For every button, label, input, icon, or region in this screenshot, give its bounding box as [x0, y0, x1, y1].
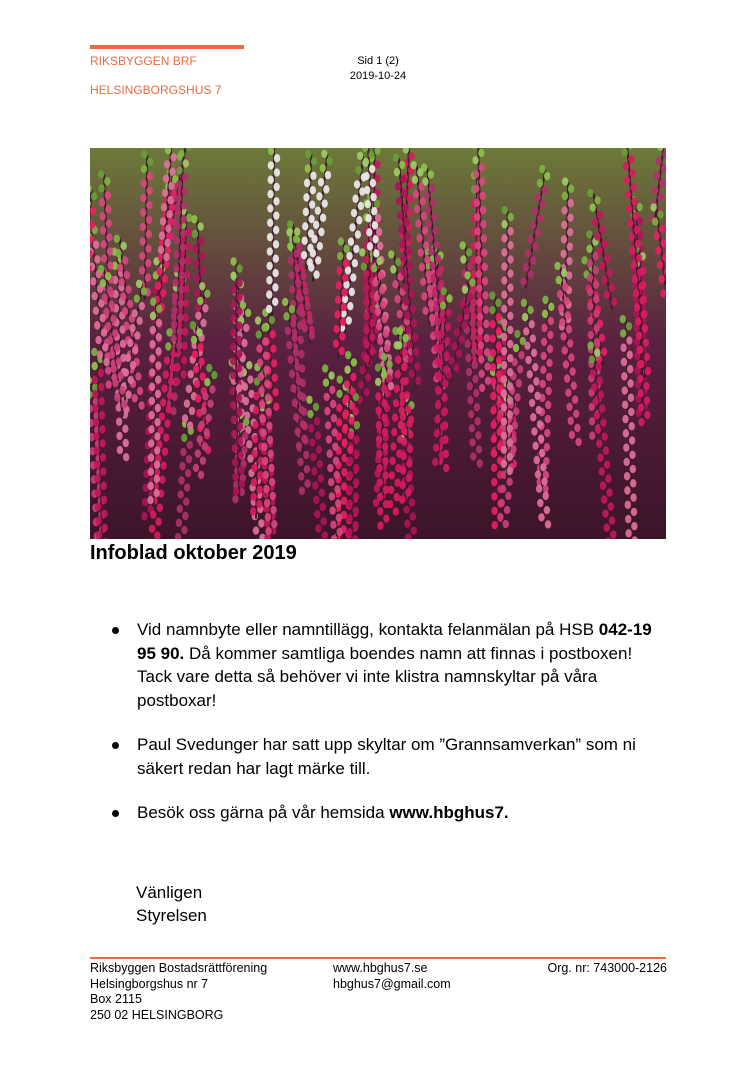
page-title: Infoblad oktober 2019 [90, 542, 297, 564]
website-link[interactable]: www.hbghus7. [389, 803, 509, 822]
list-item: Vid namnbyte eller namntillägg, kontakta felanmälan på HSB 042-19 95 90. Då kommer samtliga boendes namn att finnas i postboxen! Tack vare detta så behöver vi inte klistra namnskyltar på våra postboxar! [110, 618, 670, 712]
footer-contact [333, 961, 451, 992]
phone-number: 042-19 95 90. [137, 620, 652, 663]
page-info [330, 54, 426, 84]
header-accent-rule [90, 45, 244, 49]
org-subtitle: HELSINGBORGSHUS 7 [90, 83, 222, 97]
list-item: Paul Svedunger har satt upp skyltar om ”Grannsamverkan” som ni säkert redan har lagt märke till. [110, 733, 670, 780]
signature-greeting: Vänligen [136, 883, 203, 902]
document-date: 2019-10-24 [349, 70, 407, 82]
footer-org-number: Org. nr: 743000-2126 [547, 961, 667, 975]
org-name: RIKSBYGGEN BRF [90, 54, 197, 68]
heather-flowers-photo [90, 148, 666, 539]
bullet-icon [112, 810, 119, 817]
signature [136, 881, 207, 927]
info-list [110, 618, 670, 846]
bullet-icon [112, 627, 119, 634]
page-number: Sid 1 (2) [357, 55, 399, 67]
list-item: Besök oss gärna på vår hemsida www.hbghus7. [110, 801, 670, 825]
bullet-icon [112, 742, 119, 749]
footer-accent-rule [90, 957, 666, 959]
signature-sender: Styrelsen [136, 906, 207, 925]
footer-address: Riksbyggen Bostadsrättförening Helsingborgshus nr 7 Box 2115 250 02 HELSINGBORG [90, 961, 268, 1022]
footer-email[interactable]: hbghus7@gmail.com [333, 976, 451, 991]
footer-website[interactable]: www.hbghus7.se [333, 961, 428, 975]
